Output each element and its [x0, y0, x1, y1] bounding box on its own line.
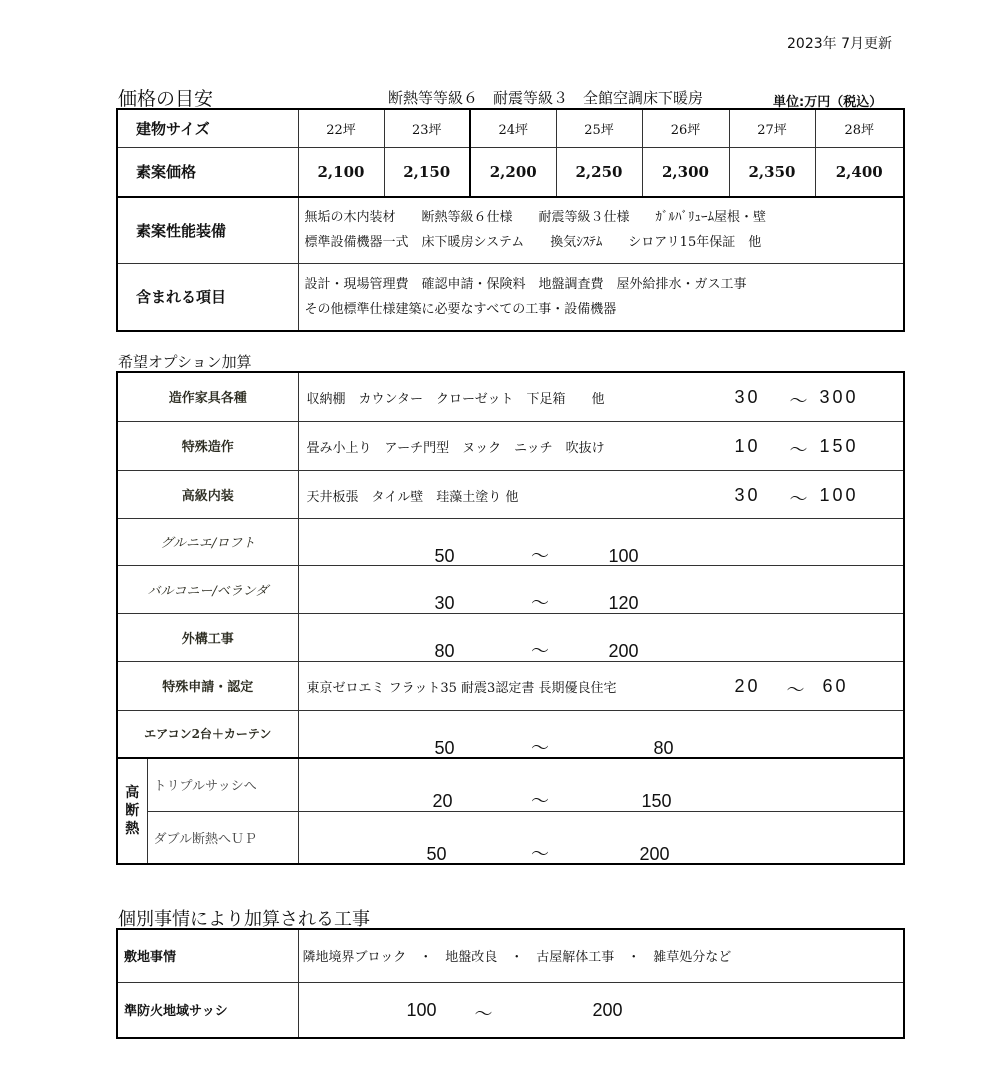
option-label: 外構工事	[117, 613, 298, 661]
size-row	[117, 109, 904, 147]
option-row	[117, 565, 904, 613]
section-title-price: 価格の目安	[118, 88, 214, 110]
individual-value	[298, 982, 904, 1038]
section-title-individual: 個別事情により加算される工事	[118, 909, 370, 930]
option-label: 高級内装	[117, 470, 298, 518]
option-value	[298, 710, 904, 758]
insulation-max: 150	[641, 790, 672, 811]
option-tilde: ～	[531, 593, 549, 613]
option-desc: 畳み小上り アーチ門型 ヌック ニッチ 吹抜け	[306, 440, 605, 456]
option-value	[298, 613, 904, 661]
option-min: 50	[434, 545, 455, 566]
option-max: 80	[653, 737, 674, 758]
price-cell: 2,300	[642, 147, 729, 197]
option-tilde: ～	[531, 737, 549, 758]
option-max: 200	[608, 641, 639, 661]
individual-label: 敷地事情	[117, 929, 298, 982]
option-value	[298, 518, 904, 565]
options-table	[116, 371, 905, 865]
option-min: 30	[434, 593, 455, 613]
individual-label: 準防火地域サッシ	[117, 982, 298, 1038]
option-min: 80	[434, 641, 455, 661]
updated-date: 2023年 7月更新	[787, 36, 892, 52]
option-min: 20	[734, 675, 761, 696]
equipment-line: 無垢の木内装材 断熱等級６仕様 耐震等級３仕様 ｶﾞﾙﾊﾞﾘｭｰﾑ屋根・壁	[304, 210, 767, 226]
option-row	[117, 372, 904, 421]
option-row	[117, 710, 904, 758]
individual-table	[116, 928, 905, 1039]
spec-summary: 断熱等等級６ 耐震等級３ 全館空調床下暖房	[388, 89, 704, 107]
option-label: 特殊造作	[117, 421, 298, 470]
equipment-row	[117, 197, 904, 263]
option-row	[117, 518, 904, 565]
insulation-min: 20	[432, 790, 453, 811]
option-label: 造作家具各種	[117, 372, 298, 421]
option-row	[117, 661, 904, 710]
size-cell: 27坪	[729, 109, 815, 147]
insulation-value	[298, 758, 904, 811]
individual-row	[117, 982, 904, 1038]
size-cell: 25坪	[556, 109, 642, 147]
option-desc: 天井板張 タイル壁 珪藻土塗り 他	[306, 489, 519, 505]
option-desc: 東京ゼロエミ フラット35 耐震3認定書 長期優良住宅	[306, 680, 617, 696]
option-label: エアコン2台＋カーテン	[117, 710, 298, 758]
option-tilde: ～	[531, 545, 549, 566]
included-row	[117, 263, 904, 331]
equipment-text	[298, 197, 904, 263]
insulation-value	[298, 811, 904, 864]
included-line: 設計・現場管理費 確認申請・保険料 地盤調査費 屋外給排水・ガス工事	[304, 276, 747, 292]
included-line: その他標準仕様建築に必要なすべての工事・設備機器	[304, 301, 617, 317]
option-desc: 収納棚 カウンター クローゼット 下足箱 他	[306, 392, 605, 407]
section-title-options: 希望オプション加算	[118, 353, 252, 371]
insulation-label: ダブル断熱へＵＰ	[147, 811, 298, 864]
included-label: 含まれる項目	[117, 263, 298, 331]
option-row	[117, 470, 904, 518]
included-text	[298, 263, 904, 331]
price-cell: 2,400	[815, 147, 904, 197]
option-label: バルコニー/ベランダ	[117, 565, 298, 613]
price-cell: 2,150	[384, 147, 470, 197]
individual-tilde: ～	[474, 1003, 493, 1024]
equipment-label: 素案性能装備	[117, 197, 298, 263]
insulation-group-label	[117, 758, 147, 864]
option-value	[298, 470, 904, 518]
option-max: 300	[819, 387, 859, 407]
option-value	[298, 565, 904, 613]
size-cell: 22坪	[298, 109, 384, 147]
price-label: 素案価格	[117, 147, 298, 197]
option-value	[298, 661, 904, 710]
option-min: 10	[734, 435, 761, 456]
option-value	[298, 372, 904, 421]
unit-label: 単位:万円（税込）	[773, 95, 883, 110]
size-label: 建物サイズ	[117, 109, 298, 147]
option-tilde: ～	[786, 679, 808, 700]
price-row	[117, 147, 904, 197]
equipment-line: 標準設備機器一式 床下暖房システム 換気ｼｽﾃﾑ シロアリ15年保証 他	[304, 235, 762, 251]
size-cell: 28坪	[815, 109, 904, 147]
option-label: グルニエ/ロフト	[117, 518, 298, 565]
option-tilde: ～	[789, 391, 811, 411]
insulation-min: 50	[426, 844, 447, 865]
insulation-row	[117, 758, 904, 811]
option-tilde: ～	[789, 488, 811, 509]
option-min: 30	[734, 484, 761, 505]
individual-desc: 隣地境界ブロック ・ 地盤改良 ・ 古屋解体工事 ・ 雑草処分など	[298, 929, 904, 982]
option-row	[117, 613, 904, 661]
insulation-group-text: 高断熱	[125, 785, 140, 837]
individual-min: 100	[406, 999, 437, 1020]
option-min: 30	[734, 387, 761, 407]
individual-row	[117, 929, 904, 982]
size-cell: 24坪	[470, 109, 556, 147]
option-max: 100	[819, 484, 859, 505]
size-cell: 26坪	[642, 109, 729, 147]
insulation-max: 200	[639, 844, 670, 865]
size-cell: 23坪	[384, 109, 470, 147]
price-table	[116, 108, 905, 332]
individual-max: 200	[592, 999, 623, 1020]
option-row	[117, 421, 904, 470]
option-tilde: ～	[531, 641, 549, 661]
insulation-label: トリプルサッシへ	[147, 758, 298, 811]
insulation-tilde: ～	[531, 790, 549, 811]
price-cell: 2,250	[556, 147, 642, 197]
option-max: 120	[608, 593, 639, 613]
option-max: 150	[819, 435, 859, 456]
option-value	[298, 421, 904, 470]
option-tilde: ～	[789, 439, 811, 460]
option-label: 特殊申請・認定	[117, 661, 298, 710]
option-max: 100	[608, 545, 639, 566]
insulation-tilde: ～	[531, 844, 549, 865]
price-cell: 2,100	[298, 147, 384, 197]
option-min: 50	[434, 737, 455, 758]
insulation-row	[117, 811, 904, 864]
option-max: 60	[822, 675, 849, 696]
price-cell: 2,350	[729, 147, 815, 197]
price-cell: 2,200	[470, 147, 556, 197]
